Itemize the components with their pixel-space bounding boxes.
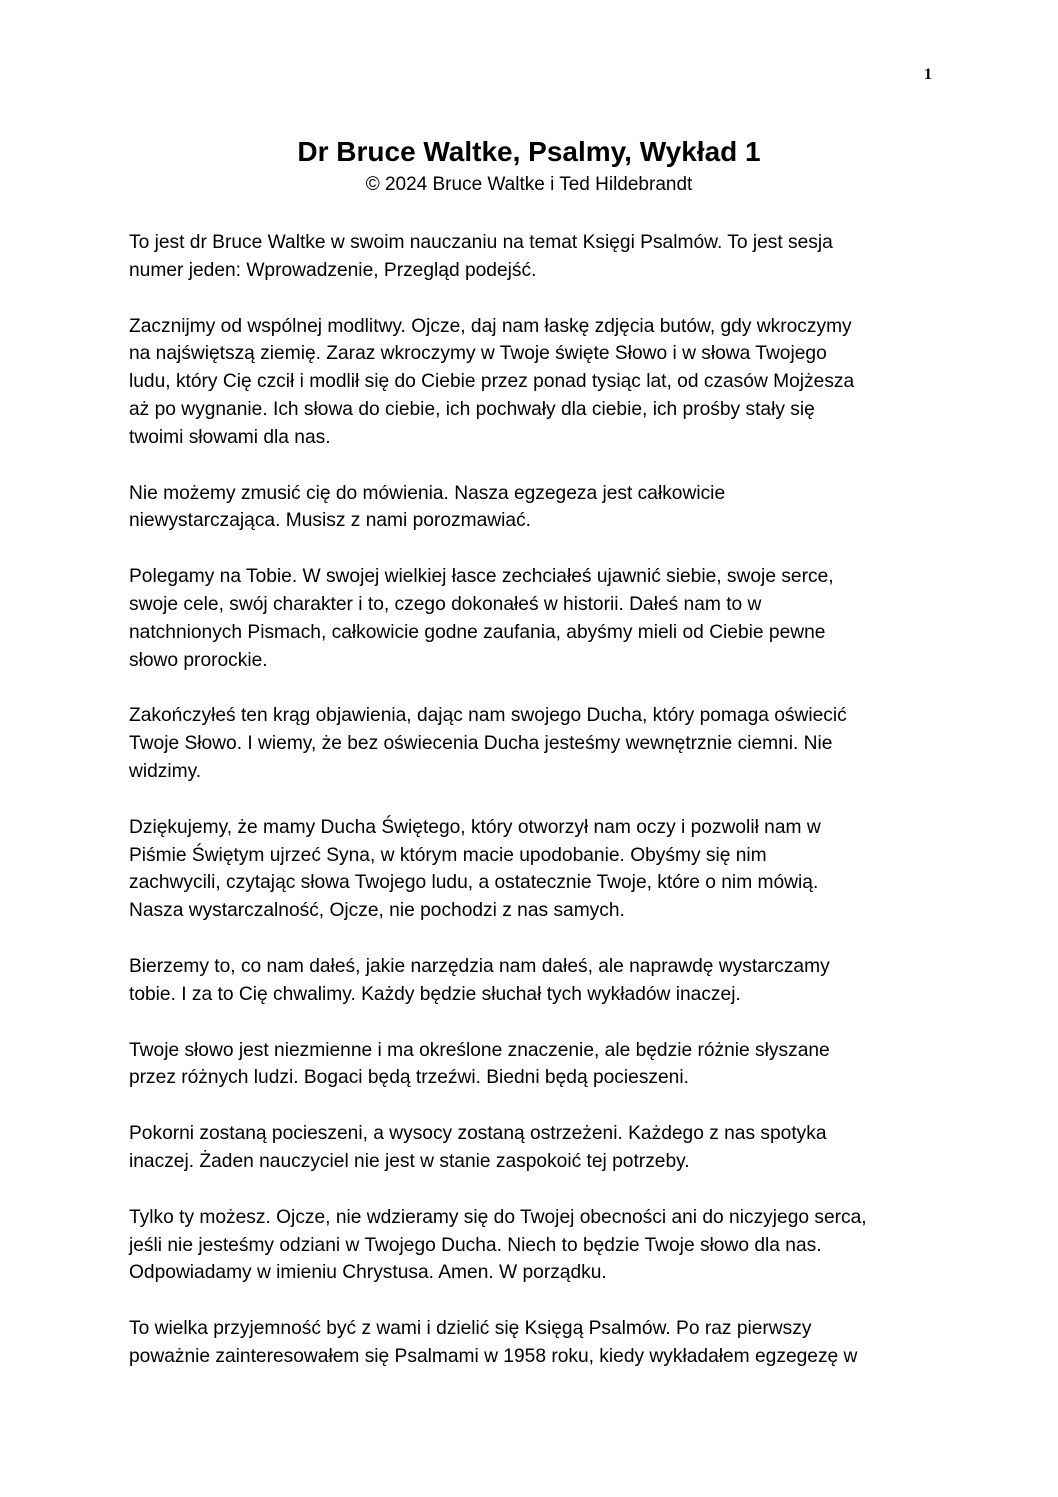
paragraph-line: niewystarczająca. Musisz z nami porozmawiać. — [129, 510, 532, 532]
paragraph — [129, 229, 929, 285]
paragraph-line: Zacznijmy od wspólnej modlitwy. Ojcze, daj nam łaskę zdjęcia butów, gdy wkroczymy — [129, 315, 852, 337]
paragraph — [129, 814, 929, 925]
paragraph-line: inaczej. Żaden nauczyciel nie jest w stanie zaspokoić tej potrzeby. — [129, 1150, 690, 1172]
paragraph-line: Pokorni zostaną pocieszeni, a wysocy zostaną ostrzeżeni. Każdego z nas spotyka — [129, 1123, 827, 1145]
paragraph-line: Odpowiadamy w imieniu Chrystusa. Amen. W porządku. — [129, 1262, 607, 1284]
paragraph-line: Nie możemy zmusić cię do mówienia. Nasza egzegeza jest całkowicie — [129, 482, 726, 504]
paragraph — [129, 953, 929, 1009]
paragraph-line: Dziękujemy, że mamy Ducha Świętego, który otworzył nam oczy i pozwolił nam w — [129, 816, 821, 838]
paragraph-line: Bierzemy to, co nam dałeś, jakie narzędzia nam dałeś, ale naprawdę wystarczamy — [129, 955, 830, 977]
paragraph-line: tobie. I za to Cię chwalimy. Każdy będzie słuchał tych wykładów inaczej. — [129, 983, 741, 1005]
document-body — [129, 229, 929, 1399]
paragraph-line: przez różnych ludzi. Bogaci będą trzeźwi. Biedni będą pocieszeni. — [129, 1067, 689, 1089]
paragraph — [129, 563, 929, 674]
paragraph-line: Zakończyłeś ten krąg objawienia, dając nam swojego Ducha, który pomaga oświecić — [129, 705, 847, 727]
paragraph — [129, 1120, 929, 1176]
paragraph-line: Nasza wystarczalność, Ojcze, nie pochodzi z nas samych. — [129, 900, 625, 922]
copyright-line: © 2024 Bruce Waltke i Ted Hildebrandt — [365, 174, 693, 195]
paragraph — [129, 702, 929, 785]
paragraph-line: natchnionych Pismach, całkowicie godne zaufania, abyśmy mieli od Ciebie pewne — [129, 621, 826, 643]
paragraph — [129, 313, 929, 452]
paragraph-line: słowo prorockie. — [129, 649, 268, 671]
page-number: 1 — [924, 66, 932, 83]
paragraph-line: Twoje słowo jest niezmienne i ma określone znaczenie, ale będzie różnie słyszane — [129, 1039, 830, 1061]
paragraph — [129, 1037, 929, 1093]
paragraph-line: Polegamy na Tobie. W swojej wielkiej łasce zechciałeś ujawnić siebie, swoje serce, — [129, 566, 834, 588]
paragraph-line: ludu, który Cię czcił i modlił się do Ciebie przez ponad tysiąc lat, od czasów Mojżesza — [129, 371, 855, 393]
paragraph — [129, 1315, 929, 1371]
paragraph — [129, 480, 929, 536]
paragraph-line: twoimi słowami dla nas. — [129, 426, 331, 448]
paragraph-line: Piśmie Świętym ujrzeć Syna, w którym macie upodobanie. Obyśmy się nim — [129, 844, 767, 866]
paragraph-line: numer jeden: Wprowadzenie, Przegląd podejść. — [129, 259, 537, 281]
paragraph-line: swoje cele, swój charakter i to, czego dokonałeś w historii. Dałeś nam to w — [129, 593, 762, 615]
paragraph-line: widzimy. — [129, 760, 202, 782]
paragraph-line: zachwycili, czytając słowa Twojego ludu, a ostatecznie Twoje, które o nim mówią. — [129, 872, 819, 894]
paragraph-line: Tylko ty możesz. Ojcze, nie wdzieramy się do Twojej obecności ani do niczyjego serca, — [129, 1206, 867, 1228]
paragraph-line: To wielka przyjemność być z wami i dzielić się Księgą Psalmów. Po raz pierwszy — [129, 1318, 812, 1340]
paragraph-line: na najświętszą ziemię. Zaraz wkroczymy w Twoje święte Słowo i w słowa Twojego — [129, 343, 827, 365]
paragraph-line: jeśli nie jesteśmy odziani w Twojego Ducha. Niech to będzie Twoje słowo dla nas. — [129, 1234, 822, 1256]
paragraph — [129, 1204, 929, 1287]
document-title: Dr Bruce Waltke, Psalmy, Wykład 1 — [297, 136, 761, 167]
paragraph-line: Twoje Słowo. I wiemy, że bez oświecenia Ducha jesteśmy wewnętrznie ciemni. Nie — [129, 733, 833, 755]
paragraph-line: aż po wygnanie. Ich słowa do ciebie, ich pochwały dla ciebie, ich prośby stały się — [129, 398, 815, 420]
paragraph-line: poważnie zainteresowałem się Psalmami w 1958 roku, kiedy wykładałem egzegezę w — [129, 1345, 858, 1367]
paragraph-line: To jest dr Bruce Waltke w swoim nauczaniu na temat Księgi Psalmów. To jest sesja — [129, 232, 833, 253]
